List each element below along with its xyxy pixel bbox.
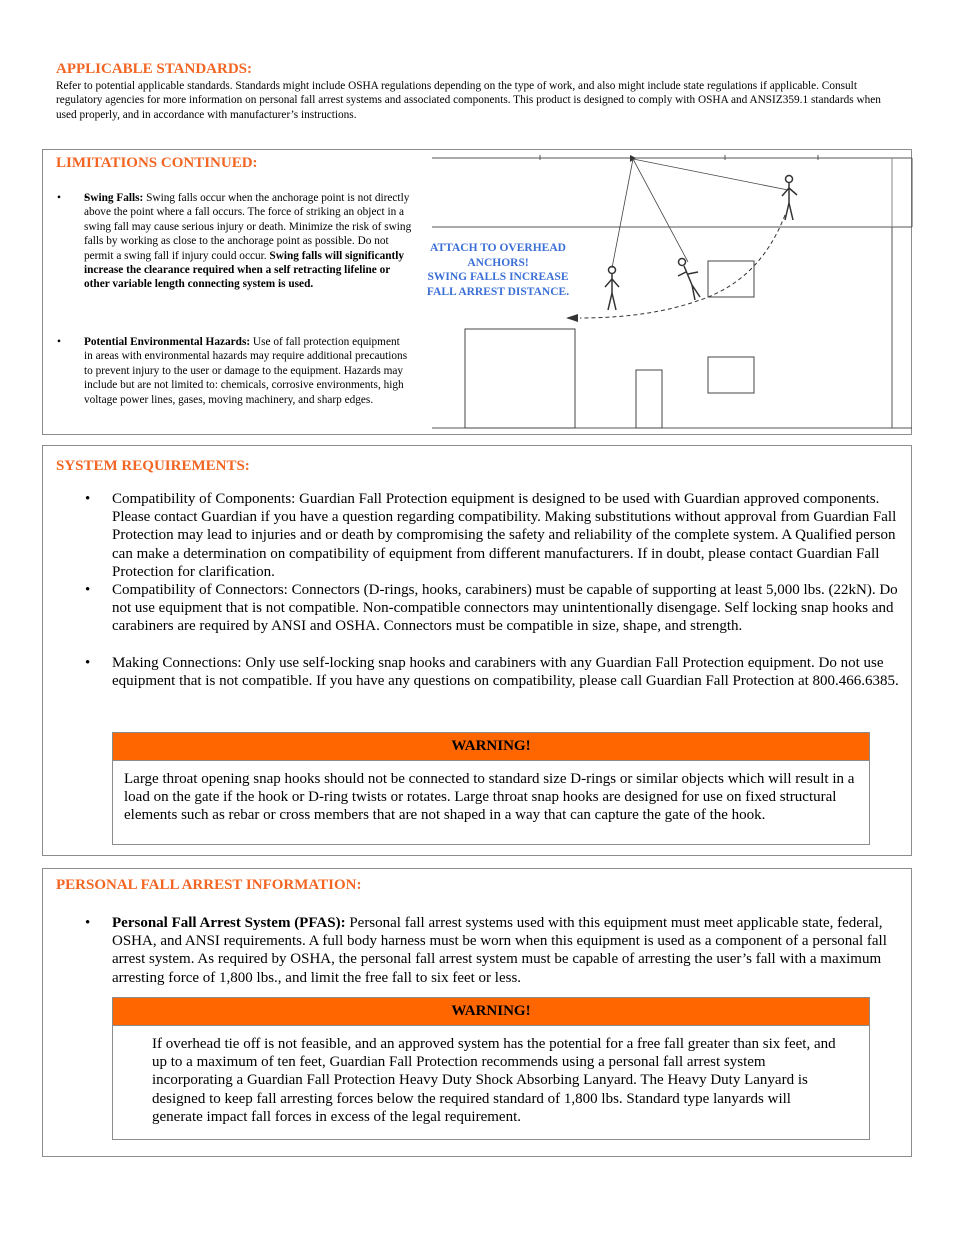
swing-falls-label: Swing Falls: — [84, 192, 144, 204]
swing-falls-bold: Swing falls will significantly increase the clearance required when a self retracting lifeline or other variable length connecting system is used. — [84, 249, 405, 291]
system-warning-title: WARNING! — [113, 733, 869, 761]
environmental-hazards-item: • Potential Environmental Hazards: Use of fall protection equipment in areas with environmental hazards may require additional precautions to prevent injury to the user or damage to the equipment. Hazards may include but are not limited to: chemicals, corrosive environments, high voltage power lines, gases, moving machinery, and sharp edges. — [57, 336, 408, 406]
swing-fall-diagram — [0, 0, 954, 440]
system-item-1: • Compatibility of Components: Guardian Fall Protection equipment is designed to be used with Guardian approved components. Please contact Guardian if you have a question regarding compatibility. Making substitutions without approval from Guardian Fall Protection may lead to injuries and or death by compromising the safety and reliability of the complete system. A Qualified person can make a determination on compatibility of equipment from different manufacturers. If in doubt, please contact Guardian Fall Protection for clarification. — [85, 491, 897, 580]
system-warning-box — [112, 732, 870, 845]
pfa-item-text: Personal fall arrest systems used with this equipment must meet applicable state, federal, OSHA, and ANSI requirements. A full body harness must be worn when this equipment is used as a component of a personal fall arrest system. As required by OSHA, the personal fall arrest system must be capable of arresting the user’s fall with a maximum arresting force of 1,800 lbs., and limit the free fall to six feet or less. — [112, 915, 887, 986]
env-hazards-label: Potential Environmental Hazards: — [84, 336, 251, 348]
system-warning-text: Large throat opening snap hooks should not be connected to standard size D-rings or similar objects which will result in a load on the gate if the hook or D-ring twists or rotates. Large throat snap hooks are designed for use on fixed structural elements such as rebar or cross members that are not shaped in a way that can capture the gate of the hook. — [124, 771, 855, 824]
pfa-warning-box — [112, 997, 870, 1140]
system-item-text: Making Connections: Only use self-locking snap hooks and carabiners with any Guardian Fall Protection equipment. Do not use equipment that is not compatible. If you have any questions on compatibility, please call Guardian Fall Protection at 800.466.6385. — [112, 655, 899, 690]
worker-icon — [782, 176, 797, 221]
diagram-caption-line2: ANCHORS! — [467, 256, 529, 269]
pfa-title: PERSONAL FALL ARREST INFORMATION: — [56, 877, 362, 893]
system-item-3: • Making Connections: Only use self-locking snap hooks and carabiners with any Guardian Fall Protection equipment. Do not use equipment that is not compatible. If you have any questions on compatibility, please call Guardian Fall Protection at 800.466.6385. — [85, 655, 899, 690]
swinging-worker-icon — [678, 259, 700, 301]
diagram-caption-line3: SWING FALLS INCREASE — [427, 271, 569, 283]
applicable-standards-text: Refer to potential applicable standards. Standards might include OSHA regulations depending on the type of work, and also might include state regulations if applicable. Consult regulatory agencies for more information on personal fall arrest systems and associated components. This product is designed to comply with OSHA and ANSIZ359.1 standards when used properly, and in accordance with manufacturer’s instructions. — [56, 80, 881, 121]
diagram-caption-line4: FALL ARREST DISTANCE. — [426, 285, 570, 298]
personal-fall-arrest-box — [42, 868, 912, 1157]
diagram-caption — [410, 241, 586, 299]
system-requirements-box — [42, 445, 912, 856]
pfa-item-label: Personal Fall Arrest System (PFAS): — [112, 915, 346, 931]
swing-falls-item: • • Swing Falls: Swing falls occur when the anchorage point is not directly above the point where a fall occurs. The force of striking an object in a swing fall may cause serious injury or death. Minimize the risk of swing falls by working as close to the anchorage point as possible. Do not permit a swing fall if injury could occur. Swing falls will significantly increase the clearance required when a self retracting lifeline or other variable length connecting system is used. — [84, 191, 414, 292]
swing-falls-text: Swing falls occur when the anchorage point is not directly above the point where a fall occurs. The force of striking an object in a swing fall may cause serious injury or death. Minimize the risk of swing falls by working as close to the anchorage point as possible. Do not permit a swing fall if injury could occur. — [84, 192, 412, 262]
system-requirements-title: SYSTEM REQUIREMENTS: — [56, 458, 250, 474]
system-item-text: Compatibility of Components: Guardian Fall Protection equipment is designed to be used with Guardian approved components. Please contact Guardian if you have a question regarding compatibility. Making substitutions without approval from Guardian Fall Protection may lead to injuries and or death by compromising the safety and reliability of the complete system. A Qualified person can make a determination on compatibility of equipment from different manufacturers. If in doubt, please contact Guardian Fall Protection for clarification. — [112, 491, 897, 580]
falling-worker-icon — [605, 267, 619, 311]
pfa-warning-text: If overhead tie off is not feasible, and an approved system has the potential for a free fall greater than six feet, and up to a maximum of ten feet, Guardian Fall Protection recommends using a personal fall arrest system incorporating a Guardian Fall Protection Heavy Duty Shock Absorbing Lanyard. The Heavy Duty Lanyard is designed to keep fall arresting forces below the required standard of 1,800 lbs. Standard type lanyards will generate impact fall forces in excess of the legal requirement. — [152, 1036, 836, 1125]
pfa-warning-title: WARNING! — [113, 998, 869, 1026]
applicable-standards-title: APPLICABLE STANDARDS: — [56, 61, 252, 77]
system-item-text: Compatibility of Connectors: Connectors (D-rings, hooks, carabiners) must be capable of supporting at least 5,000 lbs. (22kN). Do not use equipment that is not compatible. Non-compatible connectors may unintentionally disengage. Self locking snap hooks and carabiners are required by ANSI and OSHA. Connectors must be compatible in size, shape, and strength. — [112, 582, 898, 635]
system-item-2: • Compatibility of Connectors: Connectors (D-rings, hooks, carabiners) must be capable of supporting at least 5,000 lbs. (22kN). Do not use equipment that is not compatible. Non-compatible connectors may unintentionally disengage. Self locking snap hooks and carabiners are required by ANSI and OSHA. Connectors must be compatible in size, shape, and strength. — [85, 582, 898, 635]
pfa-item: • Personal Fall Arrest System (PFAS): Personal fall arrest systems used with this equipment must meet applicable state, federal, OSHA, and ANSI requirements. A full body harness must be worn when this equipment is used as a component of a personal fall arrest system. As required by OSHA, the personal fall arrest system must be capable of arresting the user’s fall with a maximum arresting force of 1,800 lbs., and limit the free fall to six feet or less. — [85, 915, 887, 986]
diagram-caption-line1: ATTACH TO OVERHEAD — [430, 242, 566, 254]
env-hazards-text: Use of fall protection equipment in areas with environmental hazards may require additional precautions to prevent injury to the user or damage to the equipment. Hazards may include but are not limited to: chemicals, corrosive environments, high voltage power lines, gases, moving machinery, and sharp edges. — [84, 336, 408, 406]
limitations-title: LIMITATIONS CONTINUED: — [56, 155, 258, 171]
